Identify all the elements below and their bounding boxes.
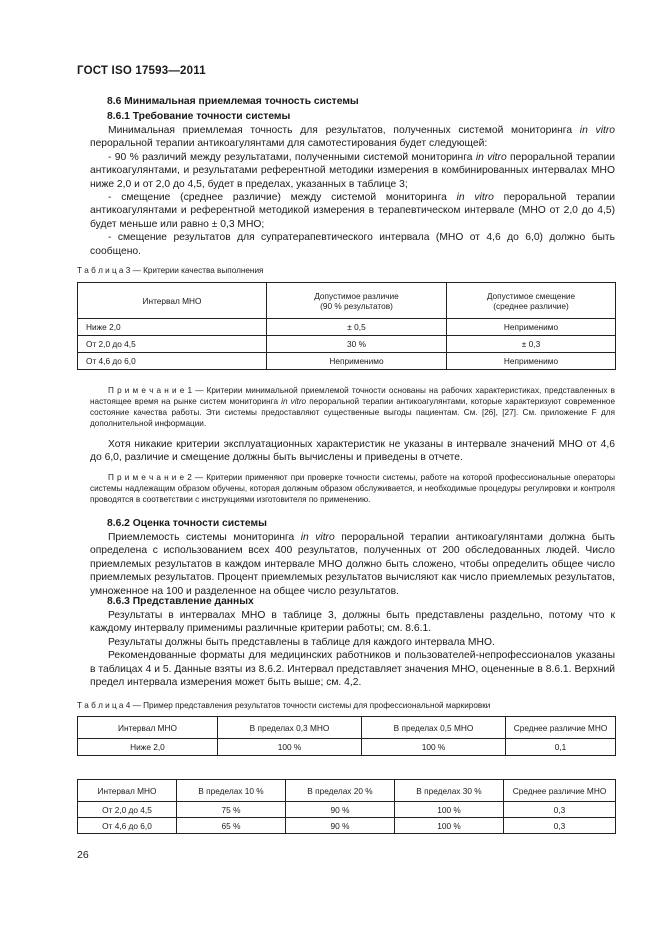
section-8-6-1-body (90, 124, 615, 258)
paragraph-1: Минимальная приемлемая точность для результатов, полученных системой мониторинга in vitro пероральной терапии антикоагулянтами для самотестирования будет следующей: (90, 125, 616, 150)
table-row: От 2,0 до 4,5 75 % 90 % 100 % 0,3 (78, 802, 616, 818)
table3-header-bias: Допустимое смещение (среднее различие) (447, 283, 616, 319)
table-row: От 2,0 до 4,5 30 % ± 0,3 (78, 336, 616, 353)
paragraph-5: Хотя никакие критерии эксплуатационных характеристик не указаны в интервале значений МНО от 4,6 до 6,0, различие и смещение должны быть вычислены и приведены в отчете. (90, 439, 615, 464)
section-8-6-3-body: Результаты в интервалах МНО в таблице 3, должны быть представлены раздельно, потому что к каждому интервалу применимы различные критерии работы; см. 8.6.1. Результаты должны быть представлены в таблице для каждого интервала МНО. Рекомендованные форматы для медицинских работников и пользователей-непрофессионалов указаны в таблицах 4 и 5. Данные взяты из 8.6.2. Интервал представляет значения МНО, оцененные в 8.6.1. Верхний предел интервала измерения может быть выше; см. 4,2. (90, 610, 615, 689)
page-number: 26 (77, 849, 89, 861)
table3-header-interval: Интервал МНО (78, 283, 267, 319)
paragraph-4: - смещение результатов для супратерапевтического интервала (МНО от 4,6 до 6,0) должно быть сообщено. (90, 232, 615, 257)
table-4a: Интервал МНО В пределах 0,3 МНО В пределах 0,5 МНО Среднее различие МНО Ниже 2,0 100 % 100 % 0,1 (77, 716, 616, 756)
note-1: П р и м е ч а н и е 1 — Критерии минимальной приемлемой точности основаны на рабочих характеристиках, представленных в настоящее время на рынке систем мониторинга in vitro пероральной терапии антикоагулянтами, которые характеризуют современное состояние качества работы. Эти системы предоставляют существенные выгоды пациентам. См. [26], [27]. См. приложение F для дополнительной информации. (90, 386, 616, 428)
table3-caption: Т а б л и ц а 3 — Критерии качества выполнения (77, 266, 264, 275)
section-8-6-2-body: Приемлемость системы мониторинга in vitro пероральной терапии антикоагулянтами должна быть определена с использованием всех 400 результатов, полученных от 200 обследованных людей. Число приемлемых результатов в каждом интервале МНО должно быть сложено, чтобы определить общее число приемлемых результатов. Процент приемлемых результатов вычисляют как число приемлемых результатов, умноженное на 100 и разделенное на общее число результатов. (90, 532, 616, 597)
document-header: ГОСТ ISO 17593—2011 (77, 65, 206, 77)
table-row: От 4,6 до 6,0 65 % 90 % 100 % 0,3 (78, 818, 616, 834)
paragraph-3: - смещение (среднее различие) между системой мониторинга in vitro пероральной терапии антикоагулянтами и референтной методикой измерения в терапевтическом интервале (МНО от 2,0 до 4,5) будет меньше или равно ± 0,3 МНО; (90, 192, 616, 230)
table-3 (77, 282, 616, 370)
table4-caption: Т а б л и ц а 4 — Пример представления результатов точности системы для профессиональной маркировки (77, 701, 491, 710)
table3-header-difference: Допустимое различие (90 % результатов) (267, 283, 447, 319)
table-row: От 4,6 до 6,0 Неприменимо Неприменимо (78, 353, 616, 370)
section-8-6-title: 8.6 Минимальная приемлемая точность системы (107, 96, 359, 107)
paragraph-2: - 90 % различий между результатами, полученными системой мониторинга in vitro пероральной терапии антикоагулянтами, и результатами референтной методики измерения в комбинированных интервалах МНО ниже 2,0 и от 2,0 до 4,5, будет в пределах, указанных в таблице 3; (90, 151, 616, 190)
section-8-6-3-title: 8.6.3 Представление данных (107, 596, 254, 607)
table-row: Ниже 2,0 100 % 100 % 0,1 (78, 739, 616, 756)
table-row: Ниже 2,0 ± 0,5 Неприменимо (78, 319, 616, 336)
note-2: П р и м е ч а н и е 2 — Критерии применяют при проверке точности системы, работе на которой профессиональные операторы системы надлежащим образом обучены, которая должным образом обслуживается, и необходимые процедуры регулировки и контроля проводятся в соответствии с инструкциями изготовителя по применению. (90, 473, 615, 504)
section-8-6-2-title: 8.6.2 Оценка точности системы (107, 518, 267, 529)
section-8-6-1-title: 8.6.1 Требование точности системы (107, 111, 291, 122)
table-4b: Интервал МНО В пределах 10 % В пределах 20 % В пределах 30 % Среднее различие МНО От 2,0 до 4,5 75 % 90 % 100 % 0,3 От 4,6 до 6,0 65 % 90 % 100 % 0,3 (77, 779, 616, 834)
